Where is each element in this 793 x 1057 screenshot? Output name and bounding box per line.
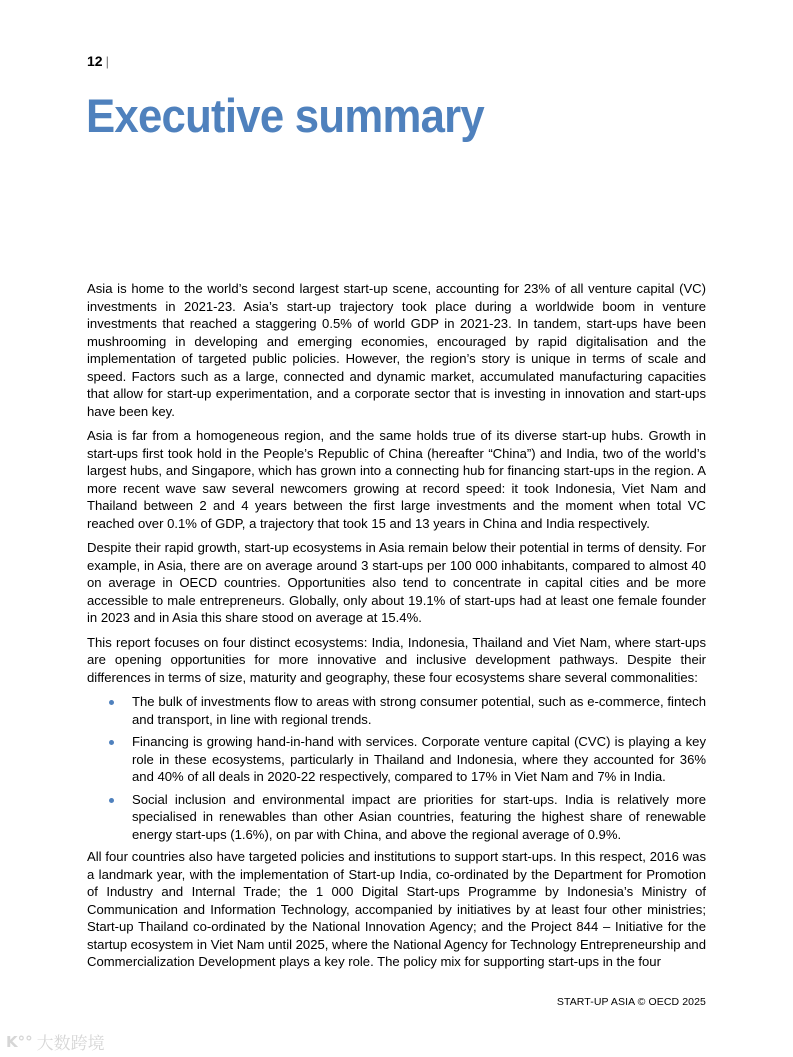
body-text — [87, 280, 706, 978]
list-item-text: Social inclusion and environmental impact are priorities for start-ups. India is relatively more specialised in renewables than other Asian countries, featuring the highest share of renewable energy start-ups (1.6%), on par with China, and above the regional average of 0.9%. — [132, 791, 706, 842]
paragraph: Despite their rapid growth, start-up ecosystems in Asia remain below their potential in terms of density. For example, in Asia, there are on average around 3 start-ups per 100 000 inhabitants, compared to almost 40 on average in OECD countries. Opportunities also tend to concentrate in capital cities and be more accessible to male entrepreneurs. Globally, only about 19.1% of start-ups had at least one female founder in 2023 and in Asia this share stood on average at 15.4%. — [87, 540, 706, 625]
list-item — [87, 693, 706, 728]
page-title: Executive summary — [86, 89, 484, 142]
watermark — [6, 1029, 105, 1054]
watermark-text: 大数跨境 — [36, 1034, 105, 1054]
paragraph: This report focuses on four distinct ecosystems: India, Indonesia, Thailand and Viet Nam, where start-ups are opening opportunities for more innovative and inclusive development pathways. Despite their differences in terms of size, maturity and geography, these four ecosystems share several commonalities: — [87, 634, 706, 685]
bullet-icon — [109, 740, 114, 745]
paragraph: Asia is home to the world’s second largest start-up scene, accounting for 23% of all venture capital (VC) investments in 2021-23. Asia’s start-up trajectory took place during a worldwide boom in venture investments that reached a staggering 0.5% of world GDP in 2021-23. In tandem, start-ups have been mushrooming in developing and emerging economies, encouraged by rapid digitalisation and the implementation of targeted public policies. However, the region’s story is unique in terms of scale and speed. Factors such as a large, connected and dynamic market, accumulated manufacturing capacities that allow for start-up experimentation, and a corporate sector that is investing in innovation and start-ups have been key. — [87, 281, 706, 419]
bullet-icon — [109, 700, 114, 705]
page-number: 12 — [87, 53, 103, 69]
list-item-text: The bulk of investments flow to areas with strong consumer potential, such as e-commerce, fintech and transport, in line with regional trends. — [132, 694, 706, 727]
list-item — [87, 791, 706, 844]
header-separator: | — [105, 54, 109, 69]
commonalities-list — [87, 693, 706, 843]
paragraph: All four countries also have targeted policies and institutions to support start-ups. In this respect, 2016 was a landmark year, with the implementation of Start-up India, co-ordinated by the Department for Promotion of Industry and Internal Trade; the 1 000 Digital Start-ups Programme by Indonesia’s Ministry of Communication and Information Technology, accompanied by initiatives by at least four other ministries; Start-up Thailand co-ordinated by the National Innovation Agency; and the Project 844 – Initiative for the startup ecosystem in Viet Nam until 2025, where the National Agency for Technology Entrepreneurship and Commercialization Development plays a key role. The policy mix for supporting start-ups in the four — [87, 849, 706, 969]
list-item-text: Financing is growing hand-in-hand with services. Corporate venture capital (CVC) is playing a key role in these ecosystems, particularly in Thailand and Indonesia, where they accounted for 36% and 40% of all deals in 2020-22 respectively, compared to 17% in Viet Nam and 7% in India. — [132, 734, 706, 784]
bullet-icon — [109, 798, 114, 803]
k-logo-icon: K°° — [6, 1032, 33, 1051]
paragraph: Asia is far from a homogeneous region, and the same holds true of its diverse start-up hubs. Growth in start-ups first took hold in the People’s Republic of China (hereafter “China”) and India, two of the world’s largest hubs, and Singapore, which has grown into a connecting hub for financing start-ups in the region. A more recent wave saw several newcomers growing at record speed: it took Indonesia, Viet Nam and Thailand between 2 and 4 years between the first large investments and the moment when total VC reached over 0.1% of GDP, a trajectory that took 15 and 13 years in China and India respectively. — [87, 428, 706, 531]
list-item — [87, 733, 706, 786]
page-footer: START-UP ASIA © OECD 2025 — [556, 996, 706, 1008]
page-header — [87, 53, 109, 69]
